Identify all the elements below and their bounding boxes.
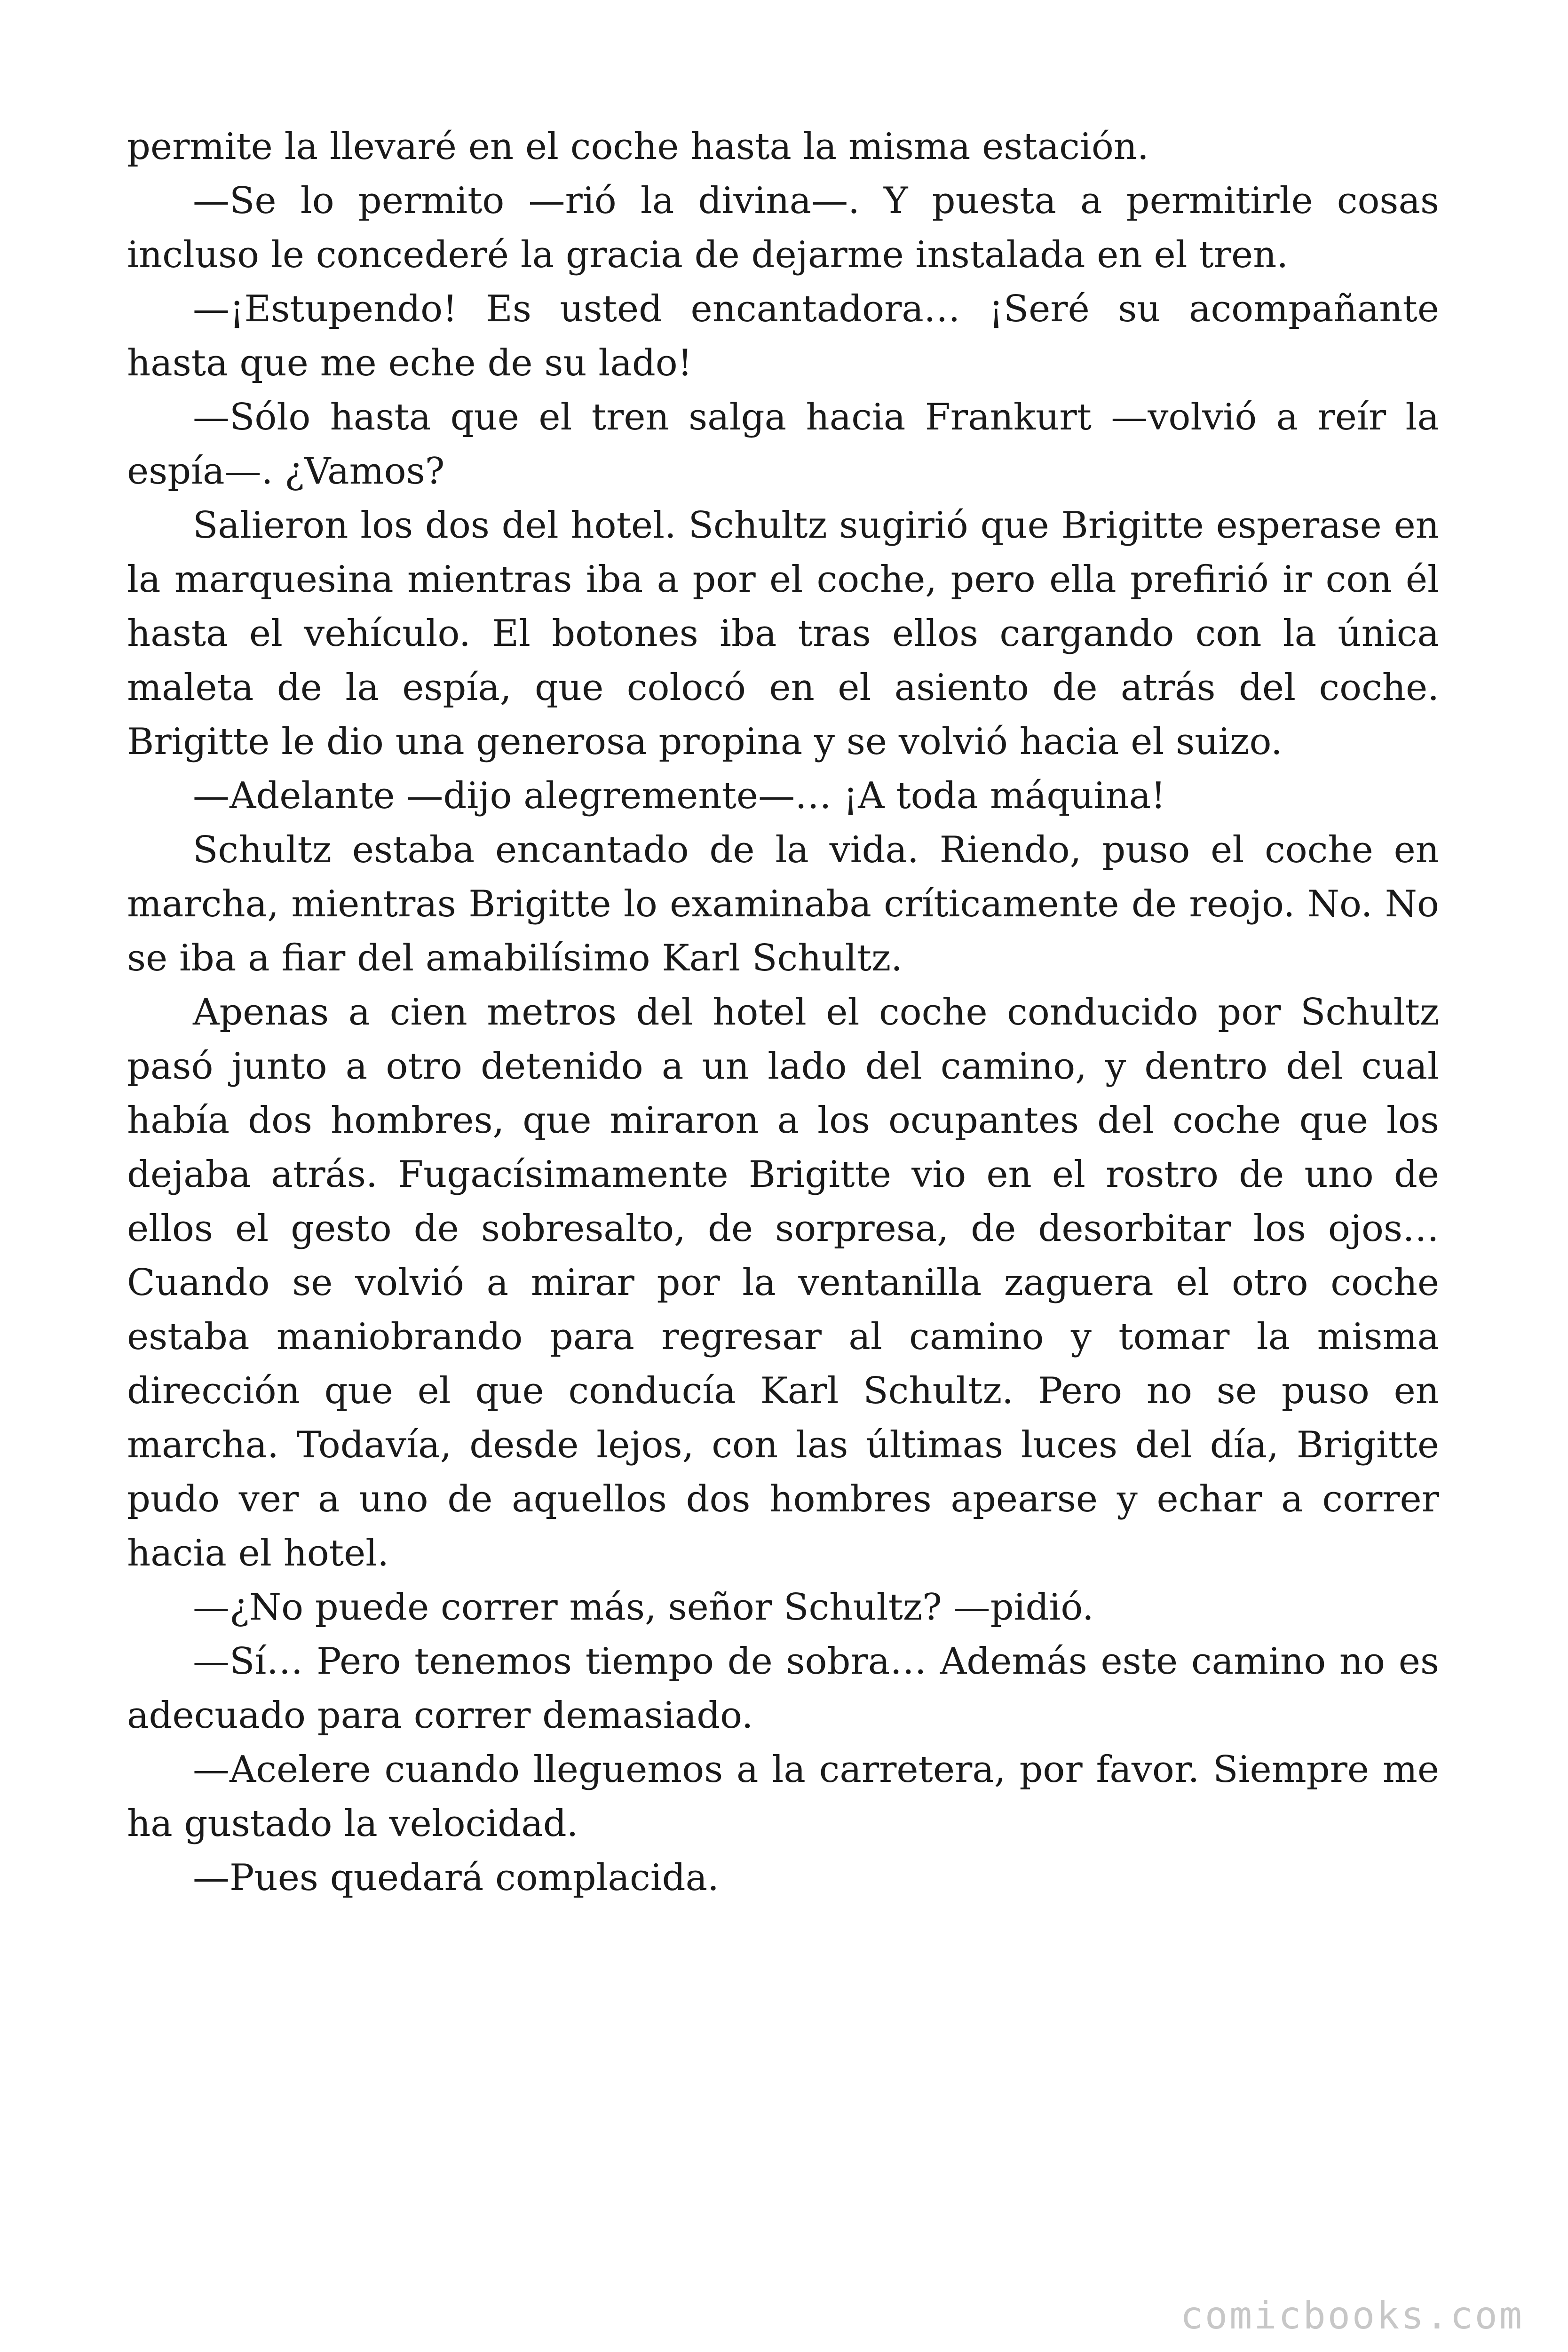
paragraph-11: —Acelere cuando lleguemos a la carretera, por favor. Siempre me ha gustado la velocidad. <box>127 1748 1439 1845</box>
watermark: comicbooks.com <box>1180 2294 1524 2337</box>
paragraph-3: —¡Estupendo! Es usted encantadora… ¡Seré su acompañante hasta que me eche de su lado! <box>127 288 1439 384</box>
paragraph-6: —Adelante —dijo alegremente—… ¡A toda máquina! <box>193 775 1166 817</box>
paragraph-5: Salieron los dos del hotel. Schultz sugirió que Brigitte esperase en la marquesina mientras iba a por el coche, pero ella prefirió ir con él hasta el vehículo. El botones iba tras ellos cargando con la única maleta de la espía, que colocó en el asiento de atrás del coche. Brigitte le dio una generosa propina y se volvió hacia el suizo. <box>127 504 1439 763</box>
paragraph-1: permite la llevaré en el coche hasta la misma estación. <box>127 126 1149 168</box>
paragraph-12: —Pues quedará complacida. <box>193 1857 719 1899</box>
paragraph-9: —¿No puede correr más, señor Schultz? —pidió. <box>193 1586 1094 1629</box>
paragraph-2: —Se lo permito —rió la divina—. Y puesta a permitirle cosas incluso le concederé la gracia de dejarme instalada en el tren. <box>127 180 1439 276</box>
paragraph-10: —Sí… Pero tenemos tiempo de sobra… Además este camino no es adecuado para correr demasiado. <box>127 1640 1439 1737</box>
page-body-text <box>127 120 1439 1905</box>
paragraph-7: Schultz estaba encantado de la vida. Riendo, puso el coche en marcha, mientras Brigitte lo examinaba críticamente de reojo. No. No se iba a fiar del amabilísimo Karl Schultz. <box>127 829 1439 979</box>
paragraph-8: Apenas a cien metros del hotel el coche conducido por Schultz pasó junto a otro detenido a un lado del camino, y dentro del cual había dos hombres, que miraron a los ocupantes del coche que los dejaba atrás. Fugacísimamente Brigitte vio en el rostro de uno de ellos el gesto de sobresalto, de sorpresa, de desorbitar los ojos… Cuando se volvió a mirar por la ventanilla zaguera el otro coche estaba maniobrando para regresar al camino y tomar la misma dirección que el que conducía Karl Schultz. Pero no se puso en marcha. Todavía, desde lejos, con las últimas luces del día, Brigitte pudo ver a uno de aquellos dos hombres apearse y echar a correr hacia el hotel. <box>127 991 1439 1574</box>
paragraph-4: —Sólo hasta que el tren salga hacia Frankurt —volvió a reír la espía—. ¿Vamos? <box>127 396 1439 493</box>
